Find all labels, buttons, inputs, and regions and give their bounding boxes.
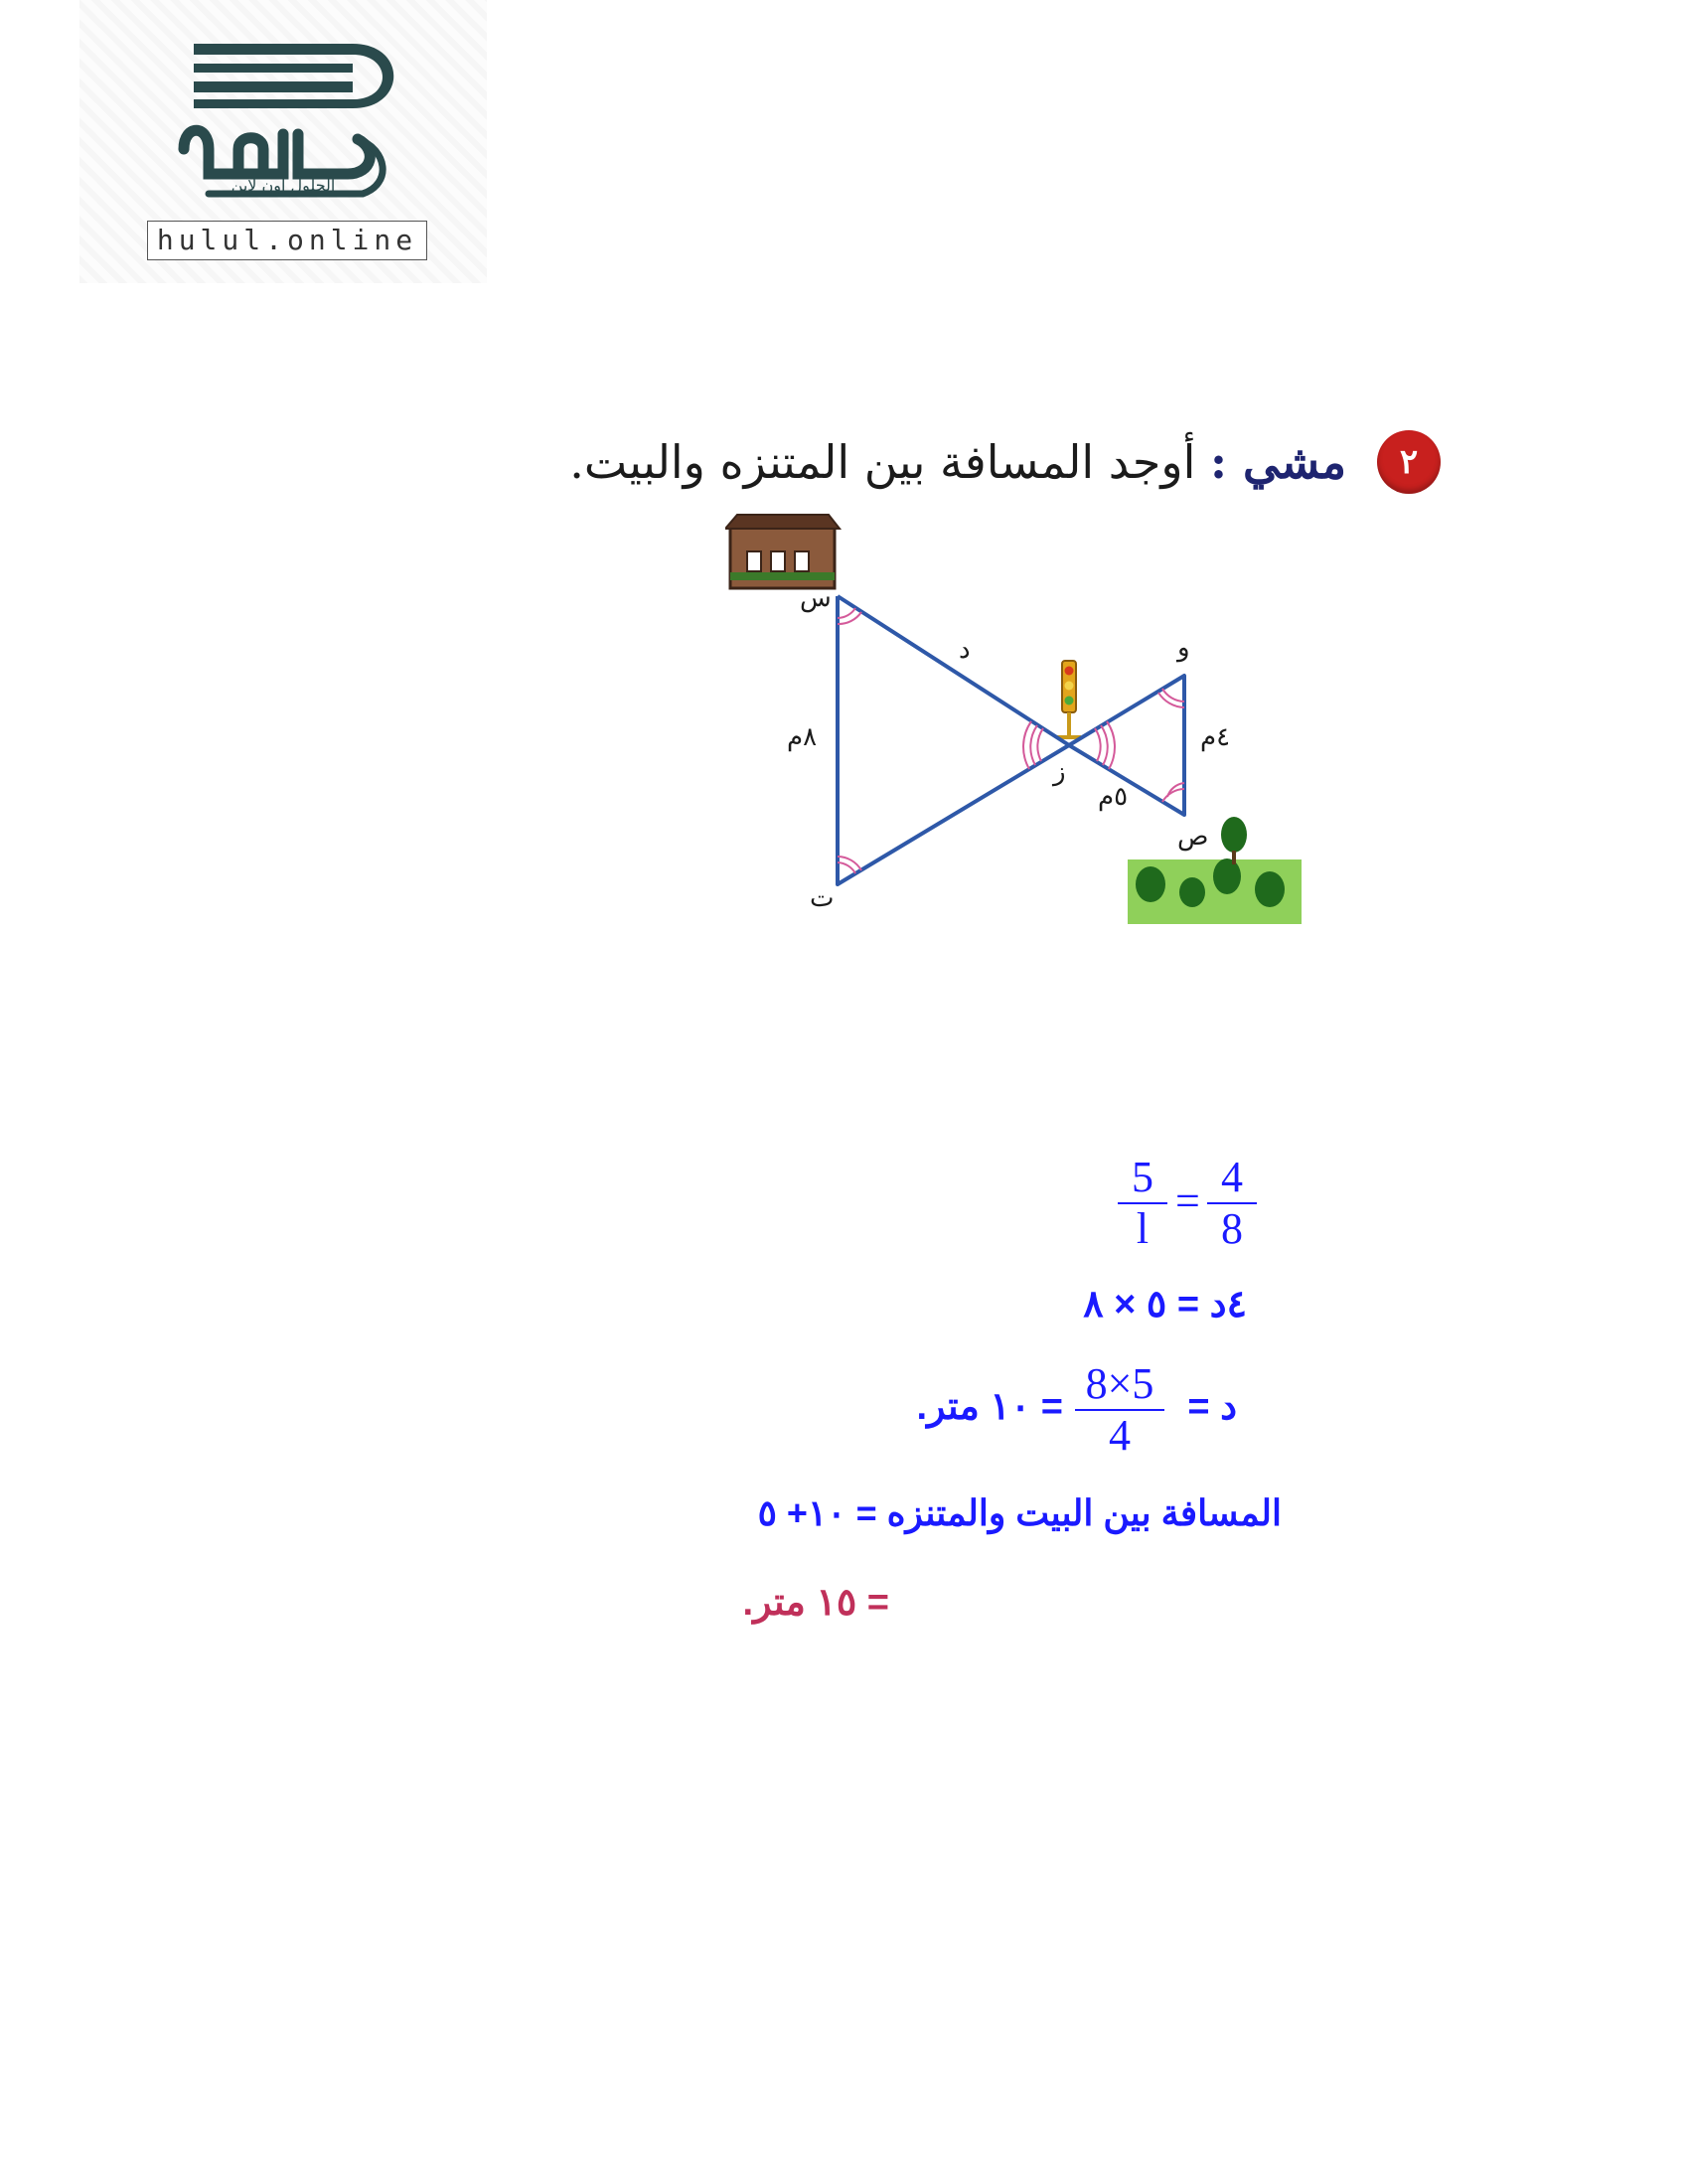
solution-step-cross-multiply: ٤د = ٥ × ٨ <box>1083 1284 1247 1326</box>
label-lower-right-segment: ٥م <box>1098 782 1129 812</box>
question-heading <box>537 422 1441 502</box>
label-left-side: ٨م <box>787 722 818 752</box>
similar-triangles-figure <box>725 507 1321 944</box>
label-right-side: ٤م <box>1200 722 1231 752</box>
fraction-left-numerator: 5 <box>1132 1153 1153 1201</box>
fraction-right-denominator: 8 <box>1207 1202 1257 1254</box>
site-logo <box>79 0 487 283</box>
question-label: مشي : <box>1209 435 1346 489</box>
question-text-line <box>569 422 1346 502</box>
angle-marks <box>838 608 1184 873</box>
label-bottom-right-vertex: ص <box>1177 822 1209 852</box>
solution-step-d-result: = ١٠ متر. <box>916 1386 1063 1428</box>
park-trees-icon <box>1128 817 1302 924</box>
fraction-d-denominator: 4 <box>1075 1409 1164 1461</box>
fraction-right-numerator: 4 <box>1221 1153 1243 1201</box>
house-icon <box>725 515 840 588</box>
label-bottom-left-vertex: ت <box>810 883 835 913</box>
fraction-left-denominator: l <box>1118 1202 1167 1254</box>
label-intersection: ز <box>1053 757 1066 787</box>
solution-step-d-lhs: د = <box>1187 1386 1237 1428</box>
fraction-left <box>1118 1153 1167 1254</box>
solution-final-answer: = ١٥ متر. <box>742 1582 889 1624</box>
label-top-right-vertex: و <box>1177 633 1190 663</box>
traffic-light-icon <box>1057 661 1081 737</box>
question-number-badge: ٢ <box>1377 430 1441 494</box>
fraction-d-numerator: 8×5 <box>1085 1359 1154 1408</box>
proportion-equals: = <box>1175 1176 1200 1225</box>
solution-step-total-distance: المسافة بين البيت والمتنزه = ١٠+ ٥ <box>757 1492 1282 1533</box>
label-side-d: د <box>959 635 971 665</box>
question-text: أوجد المسافة بين المتنزه والبيت. <box>569 435 1196 489</box>
logo-url[interactable]: hulul.online <box>147 221 427 260</box>
logo-tagline: الحلول اون لاين <box>230 176 336 195</box>
label-house-vertex: س <box>800 583 832 613</box>
fraction-right <box>1207 1153 1257 1254</box>
fraction-d-value <box>1075 1359 1164 1461</box>
